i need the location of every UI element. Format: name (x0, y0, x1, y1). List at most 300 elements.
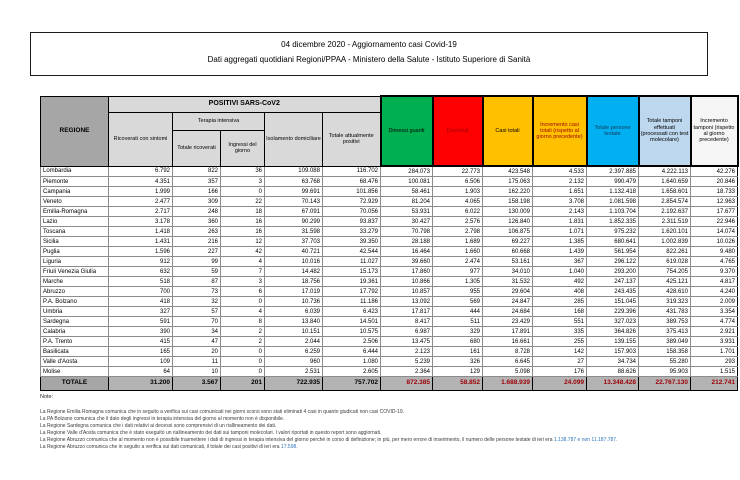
value-cell: 31.598 (265, 227, 323, 237)
value-cell: 6.022 (433, 207, 483, 217)
value-cell: 255 (533, 337, 587, 347)
total-value-cell: 31.200 (109, 377, 173, 391)
value-cell: 20 (173, 347, 221, 357)
note-highlight-number: 17.598. (280, 444, 298, 450)
report-subtitle-source: Dati aggregati quotidiani Regioni/PPAA - Ministero della Salute - Istituto Superiore di Sanità (207, 55, 531, 64)
value-cell: 2.044 (265, 337, 323, 347)
value-cell: 247.137 (587, 277, 639, 287)
value-cell: 2.576 (433, 217, 483, 227)
value-cell: 1.651 (533, 187, 587, 197)
table-row (41, 357, 738, 367)
table-row (41, 207, 738, 217)
value-cell: 1.852.335 (587, 217, 639, 227)
value-cell: 327.023 (587, 317, 639, 327)
total-value-cell: 3.567 (173, 377, 221, 391)
value-cell: 227 (173, 247, 221, 257)
value-cell: 16.661 (483, 337, 533, 347)
region-name-cell: Sardegna (41, 317, 109, 327)
region-name-cell: Puglia (41, 247, 109, 257)
total-value-cell: 24.099 (533, 377, 587, 391)
value-cell: 367 (533, 257, 587, 267)
value-cell: 72.929 (323, 197, 381, 207)
table-row (41, 257, 738, 267)
value-cell: 389.049 (639, 337, 691, 347)
region-name-cell: Lombardia (41, 166, 109, 177)
report-title-date: 04 dicembre 2020 - Aggiornamento casi Covid-19 (281, 40, 457, 49)
value-cell: 29.604 (483, 287, 533, 297)
value-cell: 1.689 (433, 237, 483, 247)
col-header-dimessi-guariti: Dimessi guariti (381, 96, 433, 166)
value-cell: 6.792 (109, 166, 173, 177)
value-cell: 10.857 (381, 287, 433, 297)
value-cell: 8 (221, 317, 265, 327)
value-cell: 70.056 (323, 207, 381, 217)
value-cell: 960 (265, 357, 323, 367)
value-cell: 216 (173, 237, 221, 247)
value-cell: 73 (173, 287, 221, 297)
value-cell: 285 (533, 297, 587, 307)
value-cell: 39.350 (323, 237, 381, 247)
value-cell: 4 (221, 257, 265, 267)
table-row (41, 247, 738, 257)
value-cell: 11.186 (323, 297, 381, 307)
region-name-cell: Liguria (41, 257, 109, 267)
value-cell: 1.640.659 (639, 177, 691, 187)
value-cell: 99 (173, 257, 221, 267)
value-cell: 10.026 (691, 237, 738, 247)
value-cell: 3.354 (691, 307, 738, 317)
value-cell: 0 (221, 367, 265, 377)
value-cell: 10.151 (265, 327, 323, 337)
value-cell: 18.756 (265, 277, 323, 287)
value-cell: 6.444 (323, 347, 381, 357)
total-value-cell: 212.741 (691, 377, 738, 391)
value-cell: 36 (221, 166, 265, 177)
value-cell: 1.660 (433, 247, 483, 257)
value-cell: 2.605 (323, 367, 381, 377)
note-highlight-number: 1.138.787 e non 11.187.787. (553, 437, 618, 443)
value-cell: 12 (221, 237, 265, 247)
value-cell: 1.701 (691, 347, 738, 357)
value-cell: 53.161 (483, 257, 533, 267)
value-cell: 175.063 (483, 177, 533, 187)
region-name-cell: Basilicata (41, 347, 109, 357)
value-cell: 2.123 (381, 347, 433, 357)
value-cell: 32 (173, 297, 221, 307)
value-cell: 20.846 (691, 177, 738, 187)
value-cell: 335 (533, 327, 587, 337)
col-header-isolamento-domiciliare: Isolamento domiciliare (265, 112, 323, 166)
value-cell: 101.856 (323, 187, 381, 197)
table-row (41, 267, 738, 277)
value-cell: 1.080 (323, 357, 381, 367)
value-cell: 3 (221, 277, 265, 287)
value-cell: 1.831 (533, 217, 587, 227)
value-cell: 158.358 (639, 347, 691, 357)
value-cell: 2.397.885 (587, 166, 639, 177)
total-value-cell: 58.852 (433, 377, 483, 391)
value-cell: 390 (109, 327, 173, 337)
value-cell: 248 (173, 207, 221, 217)
value-cell: 3 (221, 177, 265, 187)
notes-list (40, 409, 720, 451)
total-row (41, 377, 738, 391)
value-cell: 11.027 (323, 257, 381, 267)
value-cell: 18 (221, 207, 265, 217)
col-header-ti-ingressi-del-giorno: Ingressi del giorno (221, 130, 265, 166)
value-cell: 16.464 (381, 247, 433, 257)
value-cell: 22.773 (433, 166, 483, 177)
col-header-deceduti: Deceduti (433, 96, 483, 166)
value-cell: 229.396 (587, 307, 639, 317)
value-cell: 34.734 (587, 357, 639, 367)
value-cell: 60.668 (483, 247, 533, 257)
value-cell: 34 (173, 327, 221, 337)
table-body (41, 166, 738, 391)
table-row (41, 347, 738, 357)
value-cell: 90.299 (265, 217, 323, 227)
value-cell: 55.280 (639, 357, 691, 367)
value-cell: 329 (433, 327, 483, 337)
region-name-cell: Valle d'Aosta (41, 357, 109, 367)
col-header-incremento-casi: Incremento casi totali (rispetto al giorno precedente) (533, 96, 587, 166)
notes-title: Note: (40, 394, 54, 400)
note-item: La Regione Abruzzo comunica che in seguito a verifica sui dati comunicati, il totale dei casi positivi di ieri era 17.598. (40, 444, 298, 450)
region-name-cell: Emilia-Romagna (41, 207, 109, 217)
col-header-regione: REGIONE (41, 96, 109, 166)
value-cell: 70.798 (381, 227, 433, 237)
region-name-cell: Molise (41, 367, 109, 377)
value-cell: 5.098 (483, 367, 533, 377)
value-cell: 0 (221, 347, 265, 357)
value-cell: 619.028 (639, 257, 691, 267)
value-cell: 263 (173, 227, 221, 237)
value-cell: 3.178 (109, 217, 173, 227)
value-cell: 42.544 (323, 247, 381, 257)
value-cell: 1.903 (433, 187, 483, 197)
value-cell: 106.875 (483, 227, 533, 237)
value-cell: 2.311.519 (639, 217, 691, 227)
value-cell: 1.132.418 (587, 187, 639, 197)
value-cell: 0 (221, 187, 265, 197)
value-cell: 42 (221, 247, 265, 257)
value-cell: 518 (109, 277, 173, 287)
region-name-cell: Abruzzo (41, 287, 109, 297)
value-cell: 955 (433, 287, 483, 297)
value-cell: 6.506 (433, 177, 483, 187)
value-cell: 15.173 (323, 267, 381, 277)
value-cell: 2.854.574 (639, 197, 691, 207)
value-cell: 990.479 (587, 177, 639, 187)
value-cell: 17.860 (381, 267, 433, 277)
value-cell: 14.482 (265, 267, 323, 277)
value-cell: 2.531 (265, 367, 323, 377)
region-name-cell: Sicilia (41, 237, 109, 247)
value-cell: 9.480 (691, 247, 738, 257)
value-cell: 95.903 (639, 367, 691, 377)
value-cell: 8.417 (381, 317, 433, 327)
region-name-cell: Campania (41, 187, 109, 197)
total-label-cell: TOTALE (41, 377, 109, 391)
value-cell: 309 (173, 197, 221, 207)
value-cell: 34.010 (483, 267, 533, 277)
value-cell: 2.506 (323, 337, 381, 347)
value-cell: 161 (433, 347, 483, 357)
value-cell: 13.840 (265, 317, 323, 327)
value-cell: 4.351 (109, 177, 173, 187)
value-cell: 6.987 (381, 327, 433, 337)
value-cell: 87 (173, 277, 221, 287)
region-name-cell: Piemonte (41, 177, 109, 187)
region-name-cell: Friuli Venezia Giulia (41, 267, 109, 277)
table-row (41, 327, 738, 337)
value-cell: 7 (221, 267, 265, 277)
value-cell: 1.418 (109, 227, 173, 237)
value-cell: 10.736 (265, 297, 323, 307)
value-cell: 70 (173, 317, 221, 327)
value-cell: 37.703 (265, 237, 323, 247)
value-cell: 17.891 (483, 327, 533, 337)
value-cell: 357 (173, 177, 221, 187)
note-item: La Regione Emilia Romagna comunica che in seguito a verifica sui casi comunicati nei giorni scorsi sono stati eliminati 4 casi in quanto giudicati non casi COVID-19. (40, 409, 405, 415)
total-value-cell: 872.385 (381, 377, 433, 391)
region-name-cell: Veneto (41, 197, 109, 207)
value-cell: 364.826 (587, 327, 639, 337)
total-value-cell: 757.702 (323, 377, 381, 391)
value-cell: 428.610 (639, 287, 691, 297)
value-cell: 16 (221, 227, 265, 237)
value-cell: 296.122 (587, 257, 639, 267)
value-cell: 0 (221, 297, 265, 307)
table-row (41, 337, 738, 347)
table-row (41, 187, 738, 197)
value-cell: 680.641 (587, 237, 639, 247)
value-cell: 2.474 (433, 257, 483, 267)
value-cell: 4.765 (691, 257, 738, 267)
value-cell: 1.385 (533, 237, 587, 247)
value-cell: 561.954 (587, 247, 639, 257)
value-cell: 2.132 (533, 177, 587, 187)
notes-section (40, 394, 720, 451)
group-header-positivi-sars-cov2: POSITIVI SARS-CoV2 (109, 96, 381, 112)
value-cell: 109 (109, 357, 173, 367)
col-header-ricoverati-con-sintomi: Ricoverati con sintomi (109, 112, 173, 166)
value-cell: 700 (109, 287, 173, 297)
value-cell: 6.039 (265, 307, 323, 317)
value-cell: 6 (221, 287, 265, 297)
region-name-cell: P.A. Trento (41, 337, 109, 347)
value-cell: 9.370 (691, 267, 738, 277)
value-cell: 4.240 (691, 287, 738, 297)
value-cell: 57 (173, 307, 221, 317)
value-cell: 1.103.704 (587, 207, 639, 217)
value-cell: 4 (221, 307, 265, 317)
value-cell: 977 (433, 267, 483, 277)
value-cell: 243.435 (587, 287, 639, 297)
value-cell: 2.143 (533, 207, 587, 217)
value-cell: 162.220 (483, 187, 533, 197)
value-cell: 17.817 (381, 307, 433, 317)
value-cell: 18.733 (691, 187, 738, 197)
value-cell: 822.261 (639, 247, 691, 257)
value-cell: 423.548 (483, 166, 533, 177)
value-cell: 680 (433, 337, 483, 347)
region-name-cell: Toscana (41, 227, 109, 237)
value-cell: 418 (109, 297, 173, 307)
value-cell: 822 (173, 166, 221, 177)
value-cell: 1.620.101 (639, 227, 691, 237)
value-cell: 151.045 (587, 297, 639, 307)
table-row (41, 177, 738, 187)
table-row (41, 367, 738, 377)
value-cell: 166 (173, 187, 221, 197)
value-cell: 2.717 (109, 207, 173, 217)
value-cell: 551 (533, 317, 587, 327)
value-cell: 69.227 (483, 237, 533, 247)
value-cell: 3.931 (691, 337, 738, 347)
value-cell: 24.847 (483, 297, 533, 307)
value-cell: 142 (533, 347, 587, 357)
value-cell: 129 (433, 367, 483, 377)
note-item: La Regione Sardegna comunica che i dati relativi ai decessi sono comprensivi di un riallineamento dei dati. (40, 423, 277, 429)
value-cell: 2.192.637 (639, 207, 691, 217)
value-cell: 1.999 (109, 187, 173, 197)
value-cell: 4.222.113 (639, 166, 691, 177)
value-cell: 3.708 (533, 197, 587, 207)
total-value-cell: 201 (221, 377, 265, 391)
value-cell: 6.645 (483, 357, 533, 367)
value-cell: 28.188 (381, 237, 433, 247)
value-cell: 408 (533, 287, 587, 297)
group-header-terapia-intensiva: Terapia intensiva (173, 112, 265, 130)
value-cell: 17.677 (691, 207, 738, 217)
value-cell: 100.081 (381, 177, 433, 187)
value-cell: 10.866 (381, 277, 433, 287)
value-cell: 14.501 (323, 317, 381, 327)
value-cell: 1.305 (433, 277, 483, 287)
value-cell: 33.279 (323, 227, 381, 237)
table-row (41, 237, 738, 247)
value-cell: 99.691 (265, 187, 323, 197)
note-item: La Regione Valle d'Aosta comunica che è stato eseguito un riallineamento dei dati sui tamponi molecolari. I valori riportati in questo report sono aggiornati. (40, 430, 382, 436)
col-header-tamponi-effettuati: Totale tamponi effettuati (processati con test molecolare) (639, 96, 691, 166)
table-row (41, 317, 738, 327)
value-cell: 16 (221, 217, 265, 227)
value-cell: 93.837 (323, 217, 381, 227)
value-cell: 1.071 (533, 227, 587, 237)
value-cell: 4.533 (533, 166, 587, 177)
value-cell: 284.073 (381, 166, 433, 177)
value-cell: 19.361 (323, 277, 381, 287)
table-row (41, 217, 738, 227)
region-name-cell: Umbria (41, 307, 109, 317)
value-cell: 31.532 (483, 277, 533, 287)
total-value-cell: 13.348.428 (587, 377, 639, 391)
value-cell: 1.439 (533, 247, 587, 257)
value-cell: 1.515 (691, 367, 738, 377)
value-cell: 58.461 (381, 187, 433, 197)
value-cell: 1.431 (109, 237, 173, 247)
value-cell: 88.626 (587, 367, 639, 377)
value-cell: 492 (533, 277, 587, 287)
value-cell: 975.232 (587, 227, 639, 237)
total-value-cell: 1.688.939 (483, 377, 533, 391)
value-cell: 2 (221, 327, 265, 337)
value-cell: 1.596 (109, 247, 173, 257)
value-cell: 293.200 (587, 267, 639, 277)
value-cell: 8.728 (483, 347, 533, 357)
value-cell: 116.702 (323, 166, 381, 177)
value-cell: 10.016 (265, 257, 323, 267)
value-cell: 39.660 (381, 257, 433, 267)
value-cell: 168 (533, 307, 587, 317)
region-name-cell: P.A. Bolzano (41, 297, 109, 307)
col-header-incremento-tamponi: Incremento tamponi (rispetto al giorno precedente) (691, 96, 738, 166)
value-cell: 17.019 (265, 287, 323, 297)
table-row (41, 307, 738, 317)
value-cell: 30.427 (381, 217, 433, 227)
value-cell: 5.239 (381, 357, 433, 367)
value-cell: 1.081.598 (587, 197, 639, 207)
table-row (41, 197, 738, 207)
value-cell: 59 (173, 267, 221, 277)
value-cell: 4.817 (691, 277, 738, 287)
table-row (41, 277, 738, 287)
value-cell: 1.002.839 (639, 237, 691, 247)
value-cell: 22.946 (691, 217, 738, 227)
value-cell: 293 (691, 357, 738, 367)
value-cell: 912 (109, 257, 173, 267)
value-cell: 632 (109, 267, 173, 277)
value-cell: 431.783 (639, 307, 691, 317)
value-cell: 415 (109, 337, 173, 347)
value-cell: 23.429 (483, 317, 533, 327)
value-cell: 70.143 (265, 197, 323, 207)
value-cell: 444 (433, 307, 483, 317)
value-cell: 754.205 (639, 267, 691, 277)
region-name-cell: Calabria (41, 327, 109, 337)
value-cell: 327 (109, 307, 173, 317)
value-cell: 47 (173, 337, 221, 347)
value-cell: 11 (173, 357, 221, 367)
value-cell: 63.768 (265, 177, 323, 187)
value-cell: 14.074 (691, 227, 738, 237)
value-cell: 165 (109, 347, 173, 357)
value-cell: 68.476 (323, 177, 381, 187)
value-cell: 511 (433, 317, 483, 327)
value-cell: 22 (221, 197, 265, 207)
value-cell: 6.423 (323, 307, 381, 317)
col-header-persone-testate: Totale persone testate (587, 96, 639, 166)
value-cell: 569 (433, 297, 483, 307)
value-cell: 17.792 (323, 287, 381, 297)
value-cell: 24.684 (483, 307, 533, 317)
value-cell: 13.475 (381, 337, 433, 347)
value-cell: 591 (109, 317, 173, 327)
value-cell: 10.575 (323, 327, 381, 337)
value-cell: 2.921 (691, 327, 738, 337)
value-cell: 4.774 (691, 317, 738, 327)
report-header (30, 32, 708, 76)
note-item: La Regione Abruzzo comunica che al momento non è possibile trasmettere i dati di ingressi in terapia intensiva del giorno perché in corso di definizione; in più, per mero errore di inserimento, il numero delle persone testate di ieri era 1.138.787 e non 11.187.787. (40, 437, 618, 443)
value-cell: 6.259 (265, 347, 323, 357)
value-cell: 389.753 (639, 317, 691, 327)
value-cell: 53.931 (381, 207, 433, 217)
value-cell: 326 (433, 357, 483, 367)
total-value-cell: 722.935 (265, 377, 323, 391)
value-cell: 42.276 (691, 166, 738, 177)
value-cell: 1.040 (533, 267, 587, 277)
